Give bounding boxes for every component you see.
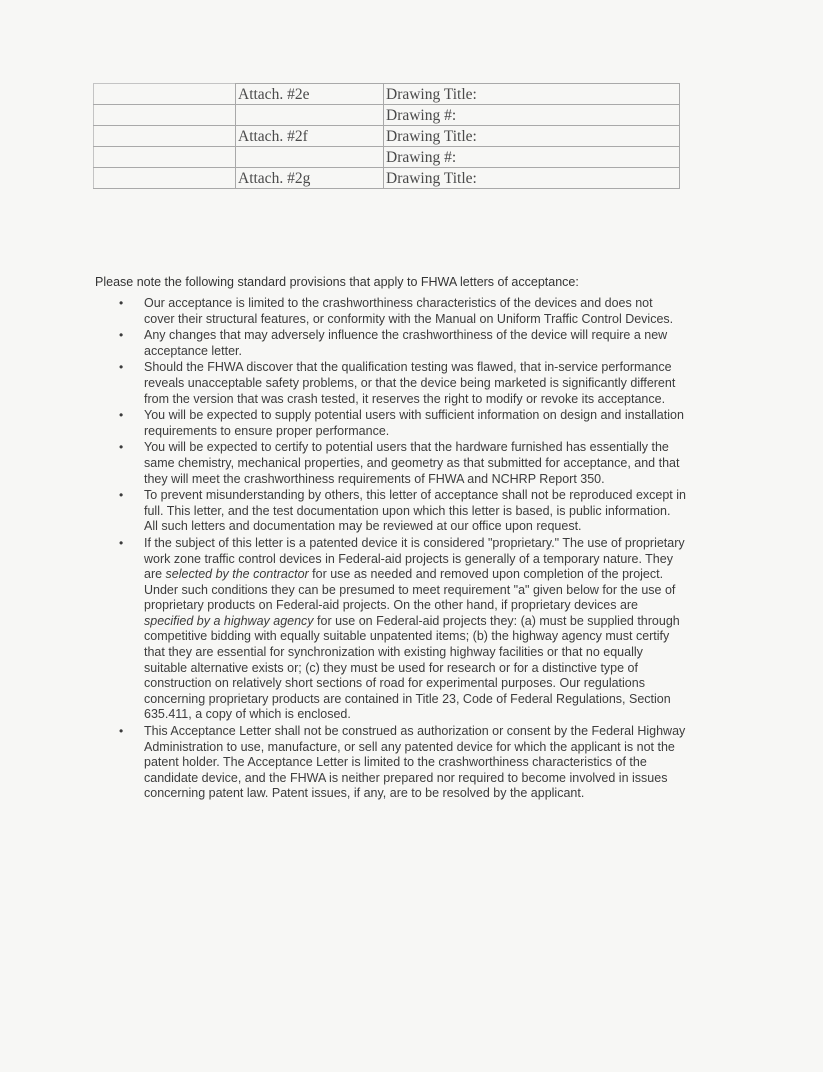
provision-text: Should the FHWA discover that the qualification testing was flawed, that in-service performance reveals unacceptable safety problems, or that the device being marketed is significantly different from the version that was crash tested, it reserves the right to modify or revoke its acceptance. [144,360,676,406]
drawing-field: Drawing Title: [384,84,680,105]
attachment-label [236,147,384,168]
list-item [112,536,686,723]
bullet-icon: • [119,535,124,550]
provision-text: If the subject of this letter is a patented device it is considered "proprietary." The use of proprietary work zone traffic control devices in Federal-aid projects is generally of a temporary nature. They are selected by the contractor for use as needed and removed upon completion of the project. Under such conditions they can be presumed to meet requirement "a" given below for the use of proprietary products on Federal-aid projects. On the other hand, if proprietary devices are specified by a highway agency for use on Federal-aid projects they: (a) must be supplied through competitive bidding with equally suitable unpatented items; (b) the highway agency must certify that they are essential for synchronization with existing highway facilities or that no equally suitable alternative exists or; (c) they must be used for research or for a distinctive type of construction on relatively short sections of road for experimental purposes. Our regulations concerning proprietary products are contained in Title 23, Code of Federal Regulations, Section 635.411, a copy of which is enclosed. [144,535,685,722]
provisions-intro: Please note the following standard provisions that apply to FHWA letters of acceptance: [95,274,579,289]
bullet-icon: • [119,360,124,375]
bullet-icon: • [119,488,124,503]
attachments-table [93,83,680,189]
drawing-field: Drawing #: [384,147,680,168]
drawing-field: Drawing Title: [384,168,680,189]
table-cell-blank [94,168,236,189]
attachment-label: Attach. #2f [236,126,384,147]
provision-text: Any changes that may adversely influence the crashworthiness of the device will require a new acceptance letter. [144,328,668,358]
drawing-field: Drawing Title: [384,126,680,147]
table-row [94,168,680,189]
bullet-icon: • [119,296,124,310]
table-row [94,105,680,126]
attachment-label: Attach. #2g [236,168,384,189]
provision-text: Our acceptance is limited to the crashworthiness characteristics of the devices and does not cover their structural features, or conformity with the Manual on Uniform Traffic Control Devices. [144,296,674,326]
list-item [112,296,686,327]
drawing-field: Drawing #: [384,105,680,126]
attachment-label [236,105,384,126]
table-cell-blank [94,84,236,105]
provision-text: This Acceptance Letter shall not be construed as authorization or consent by the Federal Highway Administration to use, manufacture, or sell any patented device for which the applicant is not the patent holder. The Acceptance Letter is limited to the crashworthiness characteristics of the candidate device, and the FHWA is neither prepared nor required to become involved in issues concerning patent law. Patent issues, if any, are to be resolved by the applicant. [144,724,686,801]
list-item [112,360,686,407]
table-cell-blank [94,126,236,147]
list-item [112,408,686,439]
attachment-label: Attach. #2e [236,84,384,105]
provision-text: To prevent misunderstanding by others, this letter of acceptance shall not be reproduced except in full. This letter, and the test documentation upon which this letter is based, is public information. All such letters and documentation may be reviewed at our office upon request. [144,488,686,534]
list-item [112,724,686,802]
emphasis-text: specified by a highway agency [144,613,314,628]
table-cell-blank [94,147,236,168]
table-row [94,84,680,105]
provision-text: You will be expected to certify to potential users that the hardware furnished has essentially the same chemistry, mechanical properties, and geometry as that submitted for acceptance, and that they will meet the crashworthiness requirements of FHWA and NCHRP Report 350. [144,440,680,486]
table-row [94,126,680,147]
emphasis-text: selected by the contractor [165,567,309,582]
bullet-icon: • [119,724,124,739]
table-row [94,147,680,168]
bullet-icon: • [119,328,124,343]
provisions-list [112,296,686,803]
list-item [112,488,686,535]
bullet-icon: • [119,408,124,423]
bullet-icon: • [119,440,124,455]
list-item [112,440,686,487]
list-item [112,328,686,359]
table-cell-blank [94,105,236,126]
provision-text: You will be expected to supply potential users with sufficient information on design and installation requirements to ensure proper performance. [144,408,684,438]
